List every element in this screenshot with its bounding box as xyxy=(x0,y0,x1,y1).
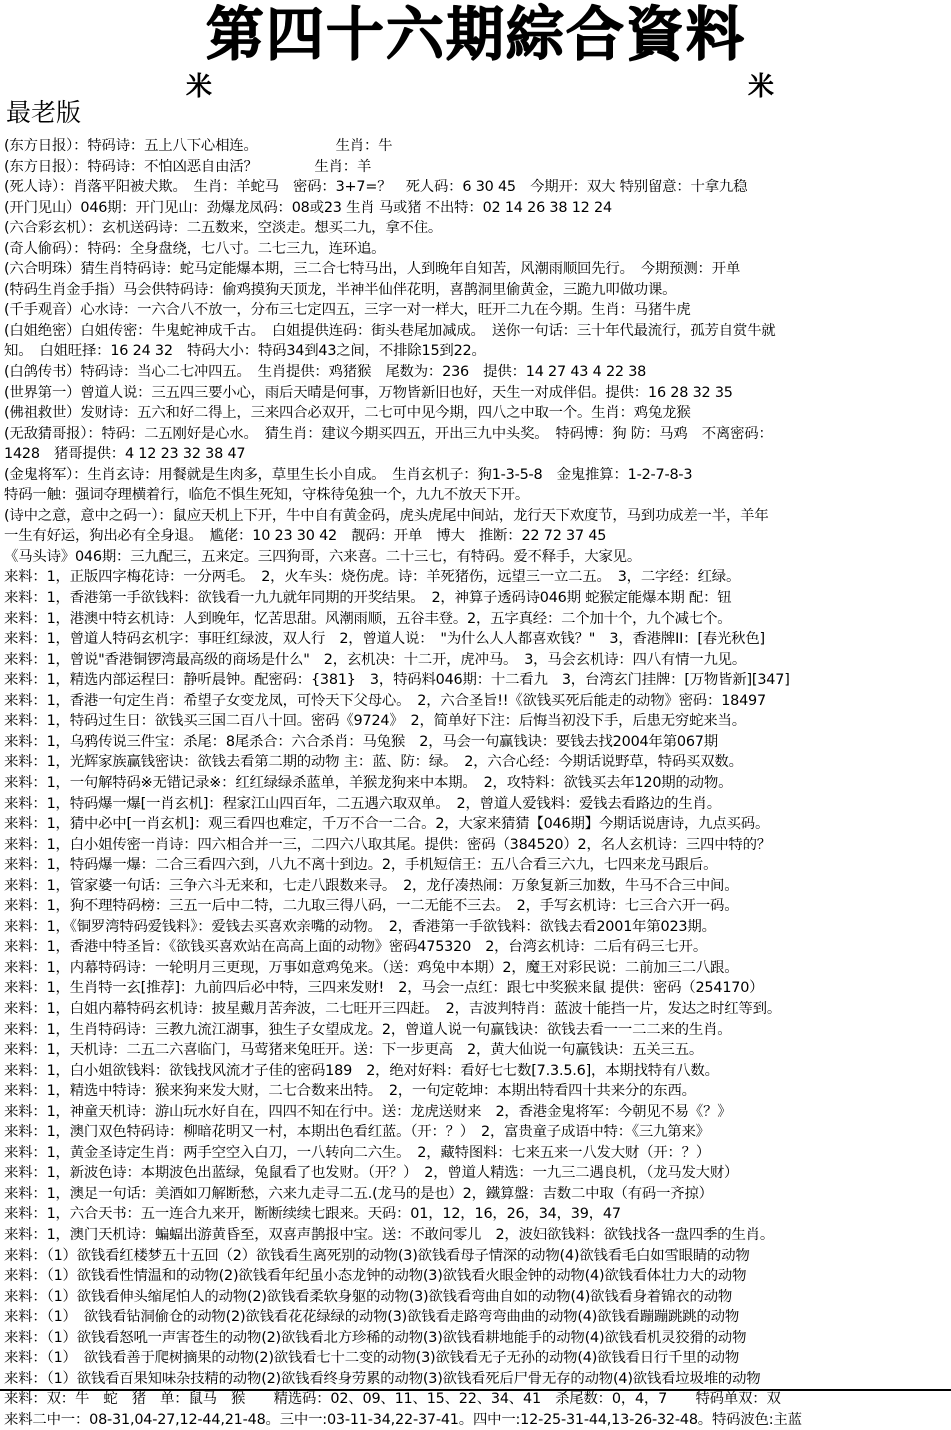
text-line: 来料：1，光辉家族赢钱密诀：欲钱去看第二期的动物 主：蓝、防：绿。 2，六合心经：今期话说野草，特码买双数。 xyxy=(4,754,743,771)
text-line: 来料：1，黄金圣诗定生肖：两手空空入白刀，一八转向二六生。 2，藏特图料：七来五来一八发大财（开：？） xyxy=(4,1144,711,1161)
text-line: 来料：1，澳门天机诗：蝙蝠出游黄昏至，双喜声鹊报中宝。送：不敢问零儿 2，波妇欲钱料：欲钱找各一盘四季的生肖。 xyxy=(4,1226,775,1243)
text-line: 来料：1，《铜罗湾特码爱钱料》：爱钱去买喜欢亲嘴的动物。 2，香港第一手欲钱料：欲钱去看2001年第023期。 xyxy=(4,918,716,935)
text-line: 来料：1，六合天书：五一连合九来开，断断续续七跟来。天码：01，12，16，26，34，39，47 xyxy=(4,1206,621,1223)
text-line: 来料：1，正版四字梅花诗：一分两毛。 2，火车头：烧伤虎。诗：羊死猪伤，远望三一立二五。 3，二字经：红绿。 xyxy=(4,569,741,586)
text-line: (东方日报）：特码诗：不怕凶恶自由活？ 生肖：羊 xyxy=(4,158,372,175)
text-line: (白姐绝密）白姐传密：牛鬼蛇神成千古。 白姐提供连码：街头巷尾加减成。 送你一句话：三十年代最流行，孤芳自赏牛就 xyxy=(4,322,776,339)
text-line: (千手观音）心水诗：一六合八不放一，分布三七定四五，三字一对一样大，旺开二九在今期。生肖：马猪牛虎 xyxy=(4,302,691,319)
text-line: 来料：1，管家婆一句话：三争六斗无来和，七走八跟数来寻。 2，龙仔凑热闹：万象复新三加数，牛马不合三中间。 xyxy=(4,877,739,894)
text-line: 特码一触：强词夺理横着行，临危不惧生死知，守株待兔独一个，九九不放天下开。 xyxy=(4,487,530,504)
text-line: 来料：1，特码爆一爆：二合三看四六到，八九不离十到边。2，手机短信王：五八合看三六九，七四来龙马跟后。 xyxy=(4,857,718,874)
text-line: 来料：1，白姐内幕特码玄机诗：披星戴月苦奔波，二七旺开三四赶。 2，吉波判特肖：蓝波十能挡一片，发达之时红等到。 xyxy=(4,1000,782,1017)
text-line: 来料：1，香港中特圣旨：《欲钱买喜欢站在高高上面的动物》密码475320 2，台湾玄机诗：二后有码三七开。 xyxy=(4,939,708,956)
text-line: 来料：（1）欲钱看怒吼一声害苍生的动物(2)欲钱看北方珍稀的动物(3)欲钱看耕地能手的动物(4)欲钱看机灵狡猾的动物 xyxy=(4,1329,747,1346)
text-line: (白鸽传书）特码诗：当心二七冲四五。 生肖提供：鸡猪猴 尾数为：236 提供：14 27 43 4 22 38 xyxy=(4,364,647,381)
text-line: (六合明珠）猜生肖特码诗：蛇马定能爆本期，三二合七特马出，人到晚年自知苦，风潮雨顺回先行。 今期预测：开单 xyxy=(4,261,741,278)
text-line: (六合彩玄机）：玄机送码诗：二五数来，空淡走。想买二九，拿不住。 xyxy=(4,220,443,237)
content-lines xyxy=(4,136,948,1430)
text-line: 来料：1，猜中必中[一肖玄机]：观三看四也难定，千万不合一二合。2，大家来猜猜【046期】今期话说唐诗，九点买码。 xyxy=(4,816,770,833)
text-line: 来料：1，内幕特码诗：一轮明月三更现，万事如意鸡兔来。（送：鸡兔中本期）2，魔王对彩民说：二前加三二八跟。 xyxy=(4,959,739,976)
text-line: 来料：1，生肖特一玄[推荐]：九前四后必中特，三四来发财! 2，马会一点红：跟七中奖猴来鼠 提供：密码（254170） xyxy=(4,980,764,997)
text-line: 一生有好运，狗出必有全身退。 尴佬：10 23 30 42 靓码：开单 博大 推断：22 72 37 45 xyxy=(4,528,607,545)
text-line: (佛祖救世）发财诗：五六和好二得上，三来四合必双开，二七可中见今期，四八之中取一个。生肖：鸡兔龙猴 xyxy=(4,405,691,422)
text-line: 来料：1，特码过生日：欲钱买三国二百八十回。密码《9724》 2，简单好下注：后悔当初没下手，后患无穷蛇来当。 xyxy=(4,713,746,730)
text-line: 来料：1，一句解特码※无错记录※：红红绿绿杀蓝单，羊猴龙狗来中本期。 2，攻特料：欲钱买去年120期的动物。 xyxy=(4,774,733,791)
text-line: (开门见山）046期：开门见山：劲爆龙凤码：08或23 生肖 马或猪 不出特：02 14 26 38 12 24 xyxy=(4,199,612,216)
text-line: (世界第一）曾道人说：三五四三要小心，雨后天晴是何事，万物皆新旧也好，天生一对成伴侣。提供：16 28 32 35 xyxy=(4,384,733,401)
text-line: 来料：（1） 欲钱看善于爬树摘果的动物(2)欲钱看七十二变的动物(3)欲钱看无子无孙的动物(4)欲钱看日行千里的动物 xyxy=(4,1350,740,1367)
text-line: 来料：1，天机诗：二五二六喜临门，马莺猪来兔旺开。送：下一步更高 2，黄大仙说一句赢钱诀：五关三五。 xyxy=(4,1042,704,1059)
text-line: (东方日报）：特码诗：五上八下心相连。 生肖：牛 xyxy=(4,138,393,154)
text-line: 来料：1，澳足一句话：美酒如刀解断愁，六来九走寻二五.(龙马的是也）2，鐵算盤：吉数二中取（有码一齐掠） xyxy=(4,1185,713,1202)
text-line: 来料：（1） 欲钱看钻洞偷仓的动物(2)欲钱看花花绿绿的动物(3)欲钱看走路弯弯曲曲的动物(4)欲钱看蹦蹦跳跳的动物 xyxy=(4,1309,740,1326)
text-line: 来料：（1）欲钱看红楼梦五十五回（2）欲钱看生离死别的动物(3)欲钱看母子情深的动物(4)欲钱看毛白如雪眼睛的动物 xyxy=(4,1247,750,1264)
text-line: 来料：1，港澳中特玄机诗：人到晚年，忆苦思甜。风潮雨顺，五谷丰登。2，五字真经：二个加十个，九个减七个。 xyxy=(4,610,732,627)
text-line: 来料：1，澳门双色特码诗：柳暗花明又一村，本期出色看红蓝。（开：？） 2，富贵童子成语中特：《三九第来》 xyxy=(4,1124,710,1141)
text-line: 来料：（1）欲钱看性情温和的动物(2)欲钱看年纪虽小态龙钟的动物(3)欲钱看火眼金钟的动物(4)欲钱看体壮力大的动物 xyxy=(4,1268,747,1285)
text-line: 来料：1，精选内部运程曰：静听晨钟。配密码：{381} 3，特码料046期：十二看九 3，台湾玄门挂牌：[万物皆新][347] xyxy=(4,672,790,689)
text-line: 来料：（1）欲钱看伸头缩尾怕人的动物(2)欲钱看柔软身躯的动物(3)欲钱看弯曲自如的动物(4)欲钱看身着锦衣的动物 xyxy=(4,1288,733,1305)
text-line: 《马头诗》046期：三九配三，五来定。三四狗哥，六来喜。二十三七，有特码。爱不释手，大家见。 xyxy=(4,548,642,565)
text-line: 来料：1，精选中特诗：猴来狗来发大财，二七合数来出特。 2，一句定乾坤：本期出特看四十共来分的东西。 xyxy=(4,1083,696,1100)
text-line: 来料：1，香港一句定生肖：希望子女变龙凤，可怜天下父母心。 2，六合圣旨!!《欲钱买死后能走的动物》密码：18497 xyxy=(4,692,766,709)
text-line: (特码生肖金手指）马会供特码诗：偷鸡摸狗天顶龙，半神半仙伴花明，喜鹊洞里偷黄金，三跪九叩做功课。 xyxy=(4,281,677,298)
ornament-left: 米 xyxy=(186,72,213,102)
text-line: 来料：1，曾道人特码玄机字：事旺红绿波，双人行 2，曾道人说： "为什么人人都喜欢钱？" 3，香港牌II：[春光秋色] xyxy=(4,631,765,648)
text-line: (无敌猜哥报）：特码：二五刚好是心水。 猜生肖：建议今期买四五，开出三九中头奖。 特码博：狗 防：马鸡 不离密码： xyxy=(4,425,773,442)
text-line: 来料：1，白小姐传密一肖诗：四六相合并一三，二四六八取其尾。提供：密码（384520）2，名人玄机诗：三四中特的？ xyxy=(4,836,771,853)
text-line: (金鬼将军）：生肖玄诗：用餐就是生肉多，草里生长小自成。 生肖玄机子：狗1-3-5-8 金鬼推算：1-2-7-8-3 xyxy=(4,466,693,483)
title-ornament xyxy=(0,66,951,102)
text-line: 来料：双：牛 蛇 猪 单：鼠马 猴 精选码：02、09、11、15、22、34、41 杀尾数：0，4，7 特码单双：双 xyxy=(4,1391,781,1408)
ornament-right: 米 xyxy=(748,72,775,102)
text-line: 知。 白姐旺择：16 24 32 特码大小：特码34到43之间，不排除15到22。 xyxy=(4,343,486,360)
text-line: 来料二中一：08-31,04-27,12-44,21-48。三中一:03-11-34,22-37-41。四中一:12-25-31-44,13-26-32-48。特码波色:主蓝 xyxy=(4,1411,802,1428)
text-line: (死人诗）：肖落平阳被犬欺。 生肖：羊蛇马 密码：3+7=？ 死人码：6 30 45 今期开：双大 特别留意：十拿九稳 xyxy=(4,179,748,196)
edition-label: 最老版 xyxy=(6,98,82,127)
text-line: 来料：1，特码爆一爆[一肖玄机]：程家江山四百年，二五遇六取双单。 2，曾道人爱钱料：爱钱去看路边的生肖。 xyxy=(4,795,721,812)
text-line: 来料：（1）欲钱看百果知味杂技精的动物(2)欲钱看终身劳累的动物(3)欲钱看死后尸骨无存的动物(4)欲钱看垃圾堆的动物 xyxy=(4,1370,761,1387)
page-title: 第四十六期綜合資料 xyxy=(205,0,746,68)
text-line: 来料：1，神童天机诗：游山玩水好自在，四四不知在行中。送：龙虎送财来 2，香港金鬼将军：今朝见不易《？》 xyxy=(4,1103,732,1120)
text-line: 1428 猪哥提供：4 12 23 32 38 47 xyxy=(4,446,246,463)
text-line: (奇人偷码）：特码：全身盘绕，七八寸。二七三九，连环追。 xyxy=(4,240,386,257)
text-line: 来料：1，新波色诗：本期波色出蓝绿，兔鼠看了也发财。（开？） 2，曾道人精选：一九三二遇良机，（龙马发大财） xyxy=(4,1165,739,1182)
text-line: 来料：1，白小姐欲钱料：欲钱找风流才子佳的密码189 2，绝对好料：看好七七数[7.3.5.6]，本期找特有八数。 xyxy=(4,1062,719,1079)
text-line: 来料：1，生肖特码诗：三教九流江湖事，独生子女望成龙。2，曾道人说一句赢钱诀：欲钱去看一一二二来的生肖。 xyxy=(4,1021,732,1038)
text-line: 来料：1，曾说"香港铜锣湾最高级的商场是什么" 2，玄机决：十二开，虎冲马。 3，马会玄机诗：四八有情一九见。 xyxy=(4,651,747,668)
text-line: 来料：1，狗不理特码榜：三五一后中二特，二九取三得八码，一二无能不三去。 2，手写玄机诗：七三合六开一码。 xyxy=(4,898,739,915)
text-line: 来料：1，香港第一手欲钱料：欲钱看一九九就年同期的开奖结果。 2，神算子透码诗046期 蛇猴定能爆本期 配：钮 xyxy=(4,590,732,607)
text-line: (诗中之意，意中之码一）：鼠应天机上下开，牛中自有黄金码，虎头虎尾中间站，龙行天下欢度节，马到功成差一半，羊年 xyxy=(4,507,769,524)
text-line: 来料：1，乌鸦传说三件宝：杀尾：8尾杀合：六合杀肖：马兔猴 2，马会一句赢钱诀：要钱去找2004年第067期 xyxy=(4,733,718,750)
